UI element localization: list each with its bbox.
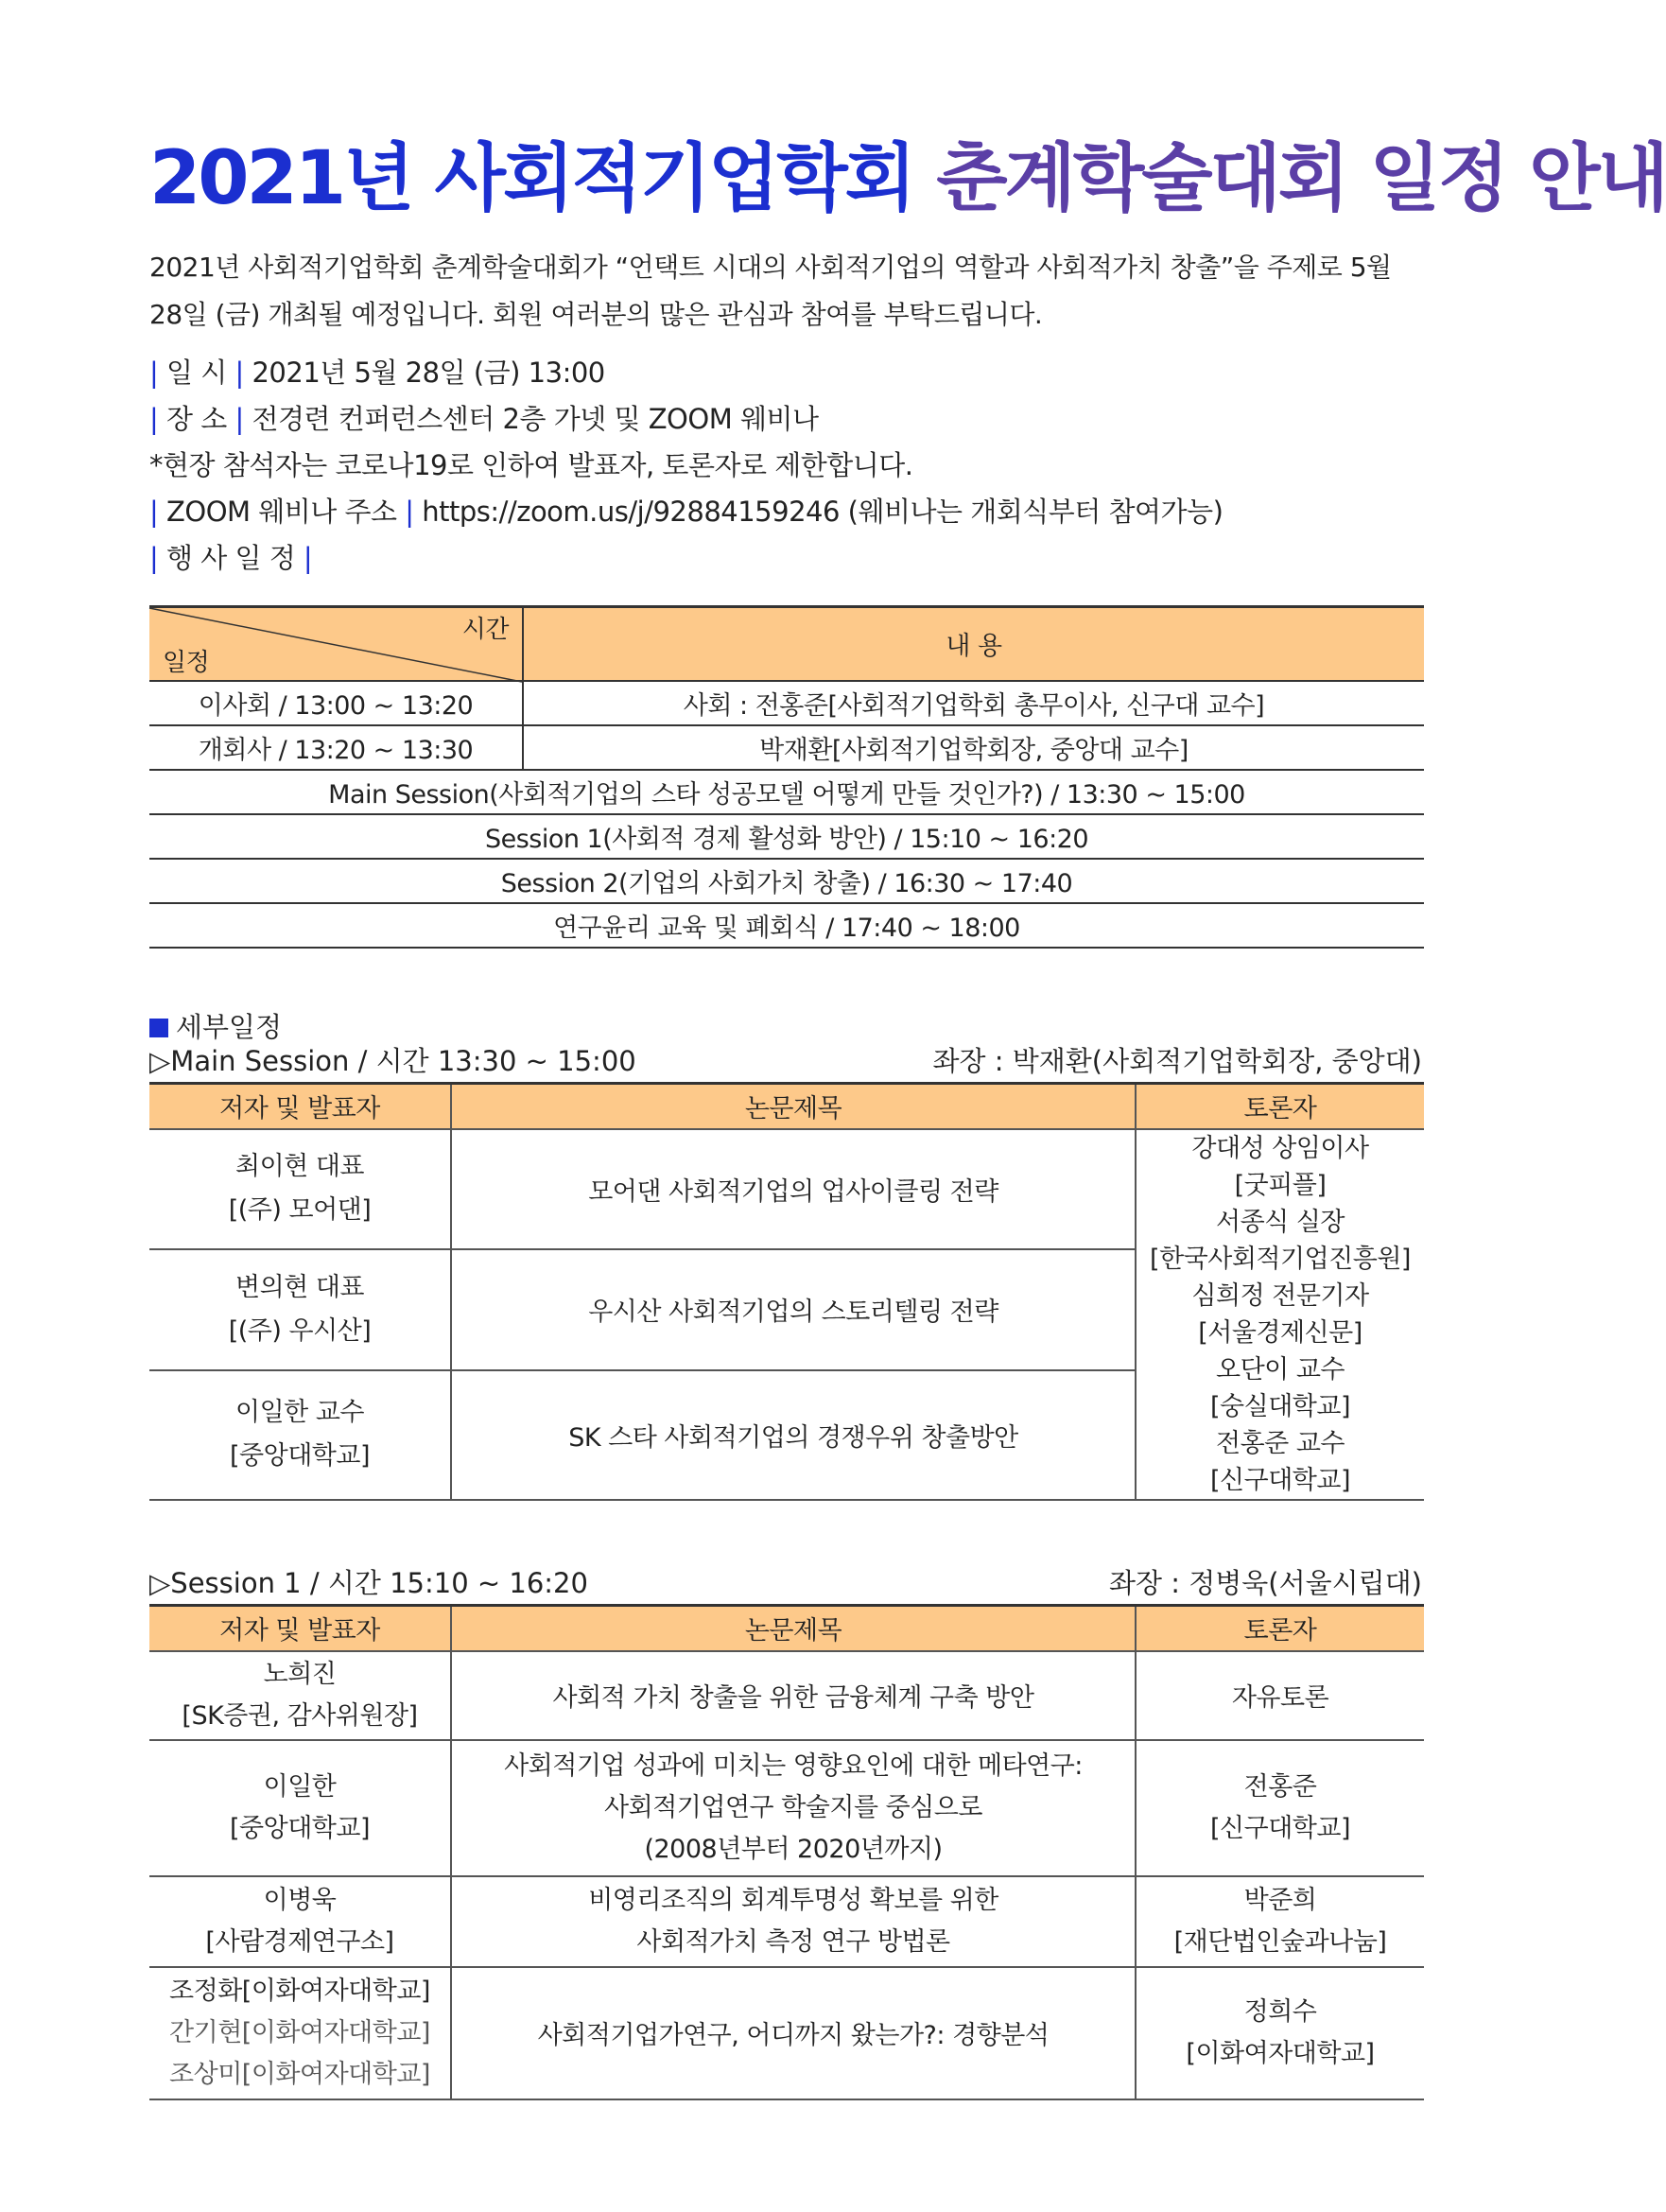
- header-diagonal-cell: [149, 607, 523, 681]
- session1-table: [149, 1604, 1424, 2100]
- row-content: 사회 : 전홍준[사회적기업학회 총무이사, 신구대 교수]: [523, 681, 1424, 725]
- title-part2: 춘계학술대회 일정 안내: [936, 136, 1666, 221]
- row-item: 이사회 / 13:00 ~ 13:20: [149, 681, 523, 725]
- table-row: [149, 1129, 1424, 1249]
- paper-cell: 사회적기업가연구, 어디까지 왔는가?: 경향분석: [451, 1967, 1136, 2099]
- paper-cell: 우시산 사회적기업의 스토리텔링 전략: [451, 1249, 1136, 1370]
- info-place-value: 전경련 컨퍼런스센터 2층 가넷 및 ZOOM 웨비나: [252, 403, 819, 435]
- main-session-table: [149, 1082, 1424, 1501]
- row-item: 개회사 / 13:20 ~ 13:30: [149, 725, 523, 770]
- header-content: 내 용: [523, 607, 1424, 681]
- main-session-chair: 좌장 : 박재환(사회적기업학회장, 중앙대): [932, 1045, 1422, 1077]
- author-cell: 변의현 대표 [(주) 우시산]: [149, 1249, 451, 1370]
- discussant-cell: 박준희 [재단법인숲과나눔]: [1136, 1876, 1424, 1967]
- table-row: [149, 1967, 1424, 2099]
- main-session-title: ▷Main Session / 시간 13:30 ~ 15:00: [149, 1045, 636, 1077]
- table-row: [149, 814, 1424, 859]
- info-zoom-link[interactable]: https://zoom.us/j/92884159246 (웨비나는 개회식부터 참여가능): [422, 496, 1223, 528]
- row-full: Session 1(사회적 경제 활성화 방안) / 15:10 ~ 16:20: [149, 814, 1424, 859]
- info-schedule-label: 행 사 일 정: [166, 542, 296, 574]
- discussant-cell: 정희수 [이화여자대학교]: [1136, 1967, 1424, 2099]
- info-zoom: | ZOOM 웨비나 주소 | https://zoom.us/j/92884159246 (웨비나는 개회식부터 참여가능): [149, 496, 1223, 528]
- table-row: [149, 903, 1424, 948]
- author-cell: 노희진 [SK증권, 감사위원장]: [149, 1651, 451, 1740]
- header-time: 시간: [461, 616, 509, 644]
- square-bullet-icon: [149, 1019, 168, 1037]
- header-item: 일정: [163, 648, 210, 677]
- table-row: [149, 1651, 1424, 1740]
- paper-cell: 비영리조직의 회계투명성 확보를 위한 사회적가치 측정 연구 방법론: [451, 1876, 1136, 1967]
- intro-line1: 2021년 사회적기업학회 춘계학술대회가 “언택트 시대의 사회적기업의 역할과 사회적가치 창출”을 주제로 5월: [149, 252, 1392, 283]
- paper-cell: 모어댄 사회적기업의 업사이클링 전략: [451, 1129, 1136, 1249]
- info-date: | 일 시 | 2021년 5월 28일 (금) 13:00: [149, 357, 605, 389]
- table-row: [149, 681, 1424, 725]
- row-full: 연구윤리 교육 및 폐회식 / 17:40 ~ 18:00: [149, 903, 1424, 948]
- title-part1: 2021년 사회적기업학회: [149, 136, 914, 221]
- info-note: *현장 참석자는 코로나19로 인하여 발표자, 토론자로 제한합니다.: [149, 449, 913, 481]
- table-row: [149, 1876, 1424, 1967]
- info-date-label: 일 시: [166, 357, 227, 389]
- page-title: [149, 136, 1666, 221]
- row-full: Session 2(기업의 사회가치 창출) / 16:30 ~ 17:40: [149, 859, 1424, 903]
- table-row: [149, 770, 1424, 814]
- main-schedule-table: [149, 605, 1424, 949]
- col-paper: 논문제목: [451, 1084, 1136, 1129]
- row-full: Main Session(사회적기업의 스타 성공모델 어떻게 만들 것인가?) / 13:30 ~ 15:00: [149, 770, 1424, 814]
- table-row: [149, 1740, 1424, 1876]
- info-place: | 장 소 | 전경련 컨퍼런스센터 2층 가넷 및 ZOOM 웨비나: [149, 403, 819, 435]
- author-cell: 이일한 교수 [중앙대학교]: [149, 1370, 451, 1499]
- info-schedule: | 행 사 일 정 |: [149, 542, 313, 574]
- intro-line2: 28일 (금) 개최될 예정입니다. 회원 여러분의 많은 관심과 참여를 부탁드립니다.: [149, 299, 1043, 330]
- author-cell: 조정화[이화여자대학교] 간기현[이화여자대학교] 조상미[이화여자대학교]: [149, 1967, 451, 2099]
- col-paper: 논문제목: [451, 1606, 1136, 1651]
- table-row: [149, 859, 1424, 903]
- info-place-label: 장 소: [166, 403, 227, 435]
- table-row: [149, 725, 1424, 770]
- detail-heading: [149, 1006, 282, 1045]
- col-author: 저자 및 발표자: [149, 1084, 451, 1129]
- paper-cell: 사회적 가치 창출을 위한 금융체계 구축 방안: [451, 1651, 1136, 1740]
- info-date-value: 2021년 5월 28일 (금) 13:00: [252, 357, 605, 389]
- author-cell: 이일한 [중앙대학교]: [149, 1740, 451, 1876]
- info-zoom-label: ZOOM 웨비나 주소: [166, 496, 397, 528]
- col-discussant: 토론자: [1136, 1084, 1424, 1129]
- discussants-cell: 강대성 상임이사 [굿피플] 서종식 실장 [한국사회적기업진흥원] 심희정 전문기자 [서울경제신문] 오단이 교수 [숭실대학교] 전홍준 교수 [신구대학교]: [1136, 1129, 1424, 1500]
- author-cell: 최이현 대표 [(주) 모어댄]: [149, 1129, 451, 1249]
- session1-chair: 좌장 : 정병욱(서울시립대): [1109, 1567, 1422, 1599]
- paper-cell: 사회적기업 성과에 미치는 영향요인에 대한 메타연구: 사회적기업연구 학술지를 중심으로 (2008년부터 2020년까지): [451, 1740, 1136, 1876]
- col-author: 저자 및 발표자: [149, 1606, 451, 1651]
- discussant-cell: 전홍준 [신구대학교]: [1136, 1740, 1424, 1876]
- intro-paragraph: [149, 244, 1435, 339]
- detail-heading-text: 세부일정: [176, 1011, 283, 1043]
- row-content: 박재환[사회적기업학회장, 중앙대 교수]: [523, 725, 1424, 770]
- discussant-cell: 자유토론: [1136, 1651, 1424, 1740]
- col-discussant: 토론자: [1136, 1606, 1424, 1651]
- session1-title: ▷Session 1 / 시간 15:10 ~ 16:20: [149, 1567, 588, 1599]
- author-cell: 이병욱 [사람경제연구소]: [149, 1876, 451, 1967]
- paper-cell: SK 스타 사회적기업의 경쟁우위 창출방안: [451, 1370, 1136, 1499]
